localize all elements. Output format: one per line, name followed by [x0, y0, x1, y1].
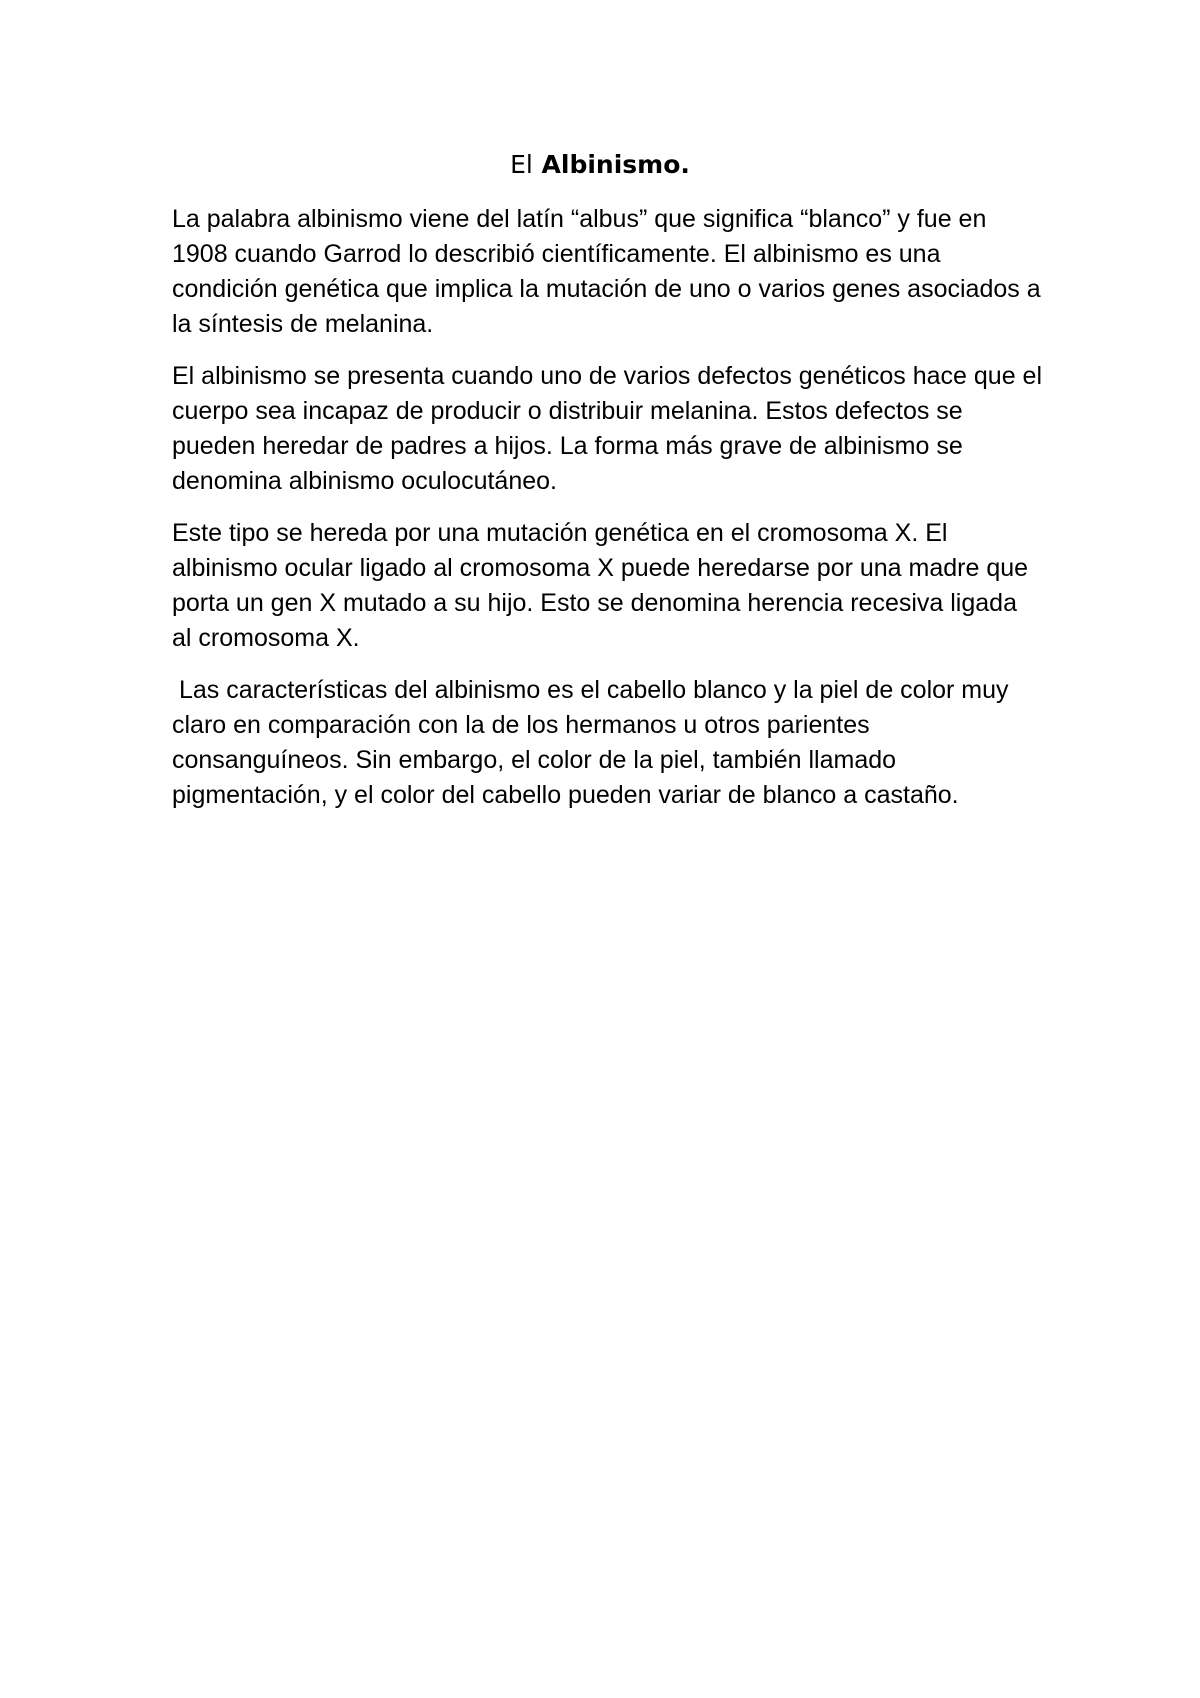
title-main: Albinismo. — [541, 150, 690, 179]
paragraph-characteristics: Las características del albinismo es el cabello blanco y la piel de color muy claro en comparación con la de los hermanos u otros parientes consanguíneos. Sin embargo, el color de la piel, también llamado pigmentación, y el color del cabello pueden variar de blanco a castaño. — [172, 676, 1016, 809]
title-prefix: El — [510, 150, 533, 179]
paragraph-causes: El albinismo se presenta cuando uno de varios defectos genéticos hace que el cuerpo sea incapaz de producir o distribuir melanina. Estos defectos se pueden heredar de padres a hijos. La forma más grave de albinismo se denomina albinismo oculocutáneo. — [172, 362, 1049, 495]
document-body — [172, 202, 1049, 830]
paragraph-inheritance: Este tipo se hereda por una mutación genética en el cromosoma X. El albinismo ocular ligado al cromosoma X puede heredarse por una madre que porta un gen X mutado a su hijo. Esto se denomina herencia recesiva ligada al cromosoma X. — [172, 519, 1036, 652]
document-title — [0, 148, 1200, 182]
paragraph-origin: La palabra albinismo viene del latín “albus” que significa “blanco” y fue en 1908 cuando Garrod lo describió científicamente. El albinismo es una condición genética que implica la mutación de uno o varios genes asociados a la síntesis de melanina. — [172, 205, 1048, 338]
